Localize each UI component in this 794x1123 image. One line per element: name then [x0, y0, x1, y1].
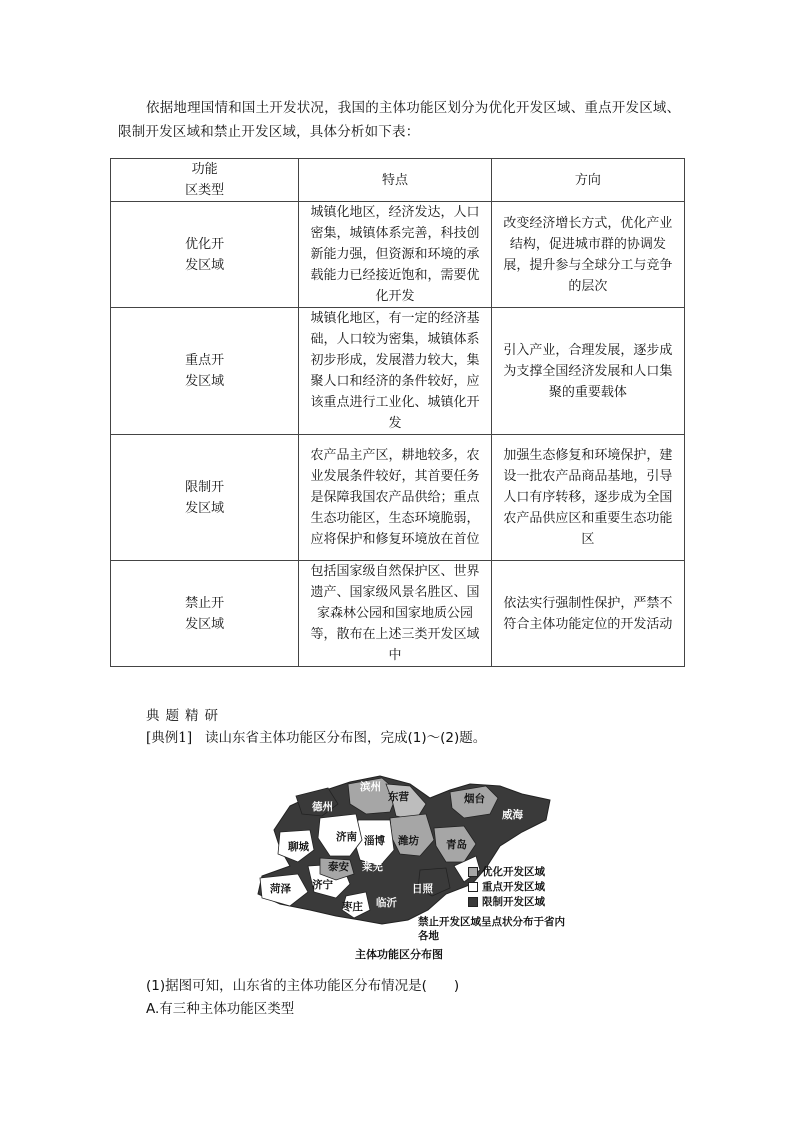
row-feature: 包括国家级自然保护区、世界遗产、国家级风景名胜区、国家森林公园和国家地质公园等，散布在上述三类开发区域中 [299, 561, 491, 667]
city-liaocheng: 聊城 [288, 841, 309, 853]
legend-swatch-restricted [468, 897, 478, 907]
section-title: 典题精研 [146, 708, 224, 724]
example-text: 读山东省主体功能区分布图，完成(1)～(2)题。 [205, 730, 487, 746]
row-feature: 城镇化地区，有一定的经济基础，人口较为密集，城镇体系初步形成，发展潜力较大，集聚人口和经济的条件较好，应该重点进行工业化、城镇化开发 [299, 308, 491, 435]
example-tag: [典例1] [146, 730, 193, 746]
city-jining: 济宁 [312, 879, 333, 891]
row-direction: 依法实行强制性保护，严禁不符合主体功能定位的开发活动 [491, 561, 684, 667]
row-type: 禁止开 发区域 [111, 561, 299, 667]
city-binzhou: 滨州 [360, 781, 381, 793]
row-direction: 改变经济增长方式，优化产业结构，促进城市群的协调发展，提升参与全球分工与竞争的层次 [491, 202, 684, 308]
table-row [111, 435, 685, 561]
table-row [111, 308, 685, 435]
city-zibo: 淄博 [364, 835, 385, 847]
row-feature: 农产品主产区，耕地较多，农业发展条件较好，其首要任务是保障我国农产品供给；重点生态功能区，生态环境脆弱，应将保护和修复环境放在首位 [299, 435, 491, 561]
table-row [111, 202, 685, 308]
legend-item [468, 879, 545, 894]
map-legend [468, 864, 545, 909]
row-feature: 城镇化地区，经济发达，人口密集，城镇体系完善，科技创新能力强，但资源和环境的承载能力已经接近饱和，需要优化开发 [299, 202, 491, 308]
map-caption: 主体功能区分布图 [355, 948, 443, 961]
table-row [111, 561, 685, 667]
legend-item [468, 864, 545, 879]
city-weihai: 威海 [502, 809, 523, 821]
legend-label: 重点开发区域 [482, 881, 545, 893]
city-taian: 泰安 [328, 861, 349, 873]
table-header-row [111, 159, 685, 202]
question-stem: (1)据图可知，山东省的主体功能区分布情况是( ) [146, 978, 460, 994]
city-laiwu: 莱芜 [362, 861, 383, 873]
row-type: 优化开 发区域 [111, 202, 299, 308]
header-type: 功能 区类型 [111, 159, 299, 202]
legend-swatch-key [468, 882, 478, 892]
city-dezhou: 德州 [312, 801, 333, 813]
intro-paragraph: 依据地理国情和国土开发状况，我国的主体功能区划分为优化开发区域、重点开发区域、限制开发区域和禁止开发区域，具体分析如下表： [118, 100, 681, 140]
option-a: A.有三种主体功能区类型 [146, 1001, 295, 1017]
zone-table [110, 158, 685, 667]
shandong-zone-map [250, 770, 570, 966]
city-dongying: 东营 [388, 791, 409, 803]
row-direction: 引入产业，合理发展，逐步成为支撑全国经济发展和人口集聚的重要载体 [491, 308, 684, 435]
legend-label: 优化开发区域 [482, 866, 545, 878]
city-yantai: 烟台 [464, 793, 485, 805]
city-jinan: 济南 [336, 831, 357, 843]
city-heze: 菏泽 [270, 883, 291, 895]
example-heading [146, 726, 486, 746]
legend-label: 限制开发区域 [482, 896, 545, 908]
city-rizhao: 日照 [412, 883, 433, 895]
legend-swatch-optimized [468, 867, 478, 877]
city-weifang: 潍坊 [398, 835, 419, 847]
header-direction: 方向 [491, 159, 684, 202]
row-direction: 加强生态修复和环境保护，建设一批农产品商品基地，引导人口有序转移，逐步成为全国农产品供应区和重要生态功能区 [491, 435, 684, 561]
legend-item [468, 894, 545, 909]
city-linyi: 临沂 [376, 897, 397, 909]
row-type: 重点开 发区域 [111, 308, 299, 435]
prohibited-zone-note: 禁止开发区域呈点状分布于省内各地 [418, 916, 565, 942]
row-type: 限制开 发区域 [111, 435, 299, 561]
city-qingdao: 青岛 [446, 839, 467, 851]
city-zaozhuang: 枣庄 [342, 901, 363, 913]
header-feature: 特点 [299, 159, 491, 202]
